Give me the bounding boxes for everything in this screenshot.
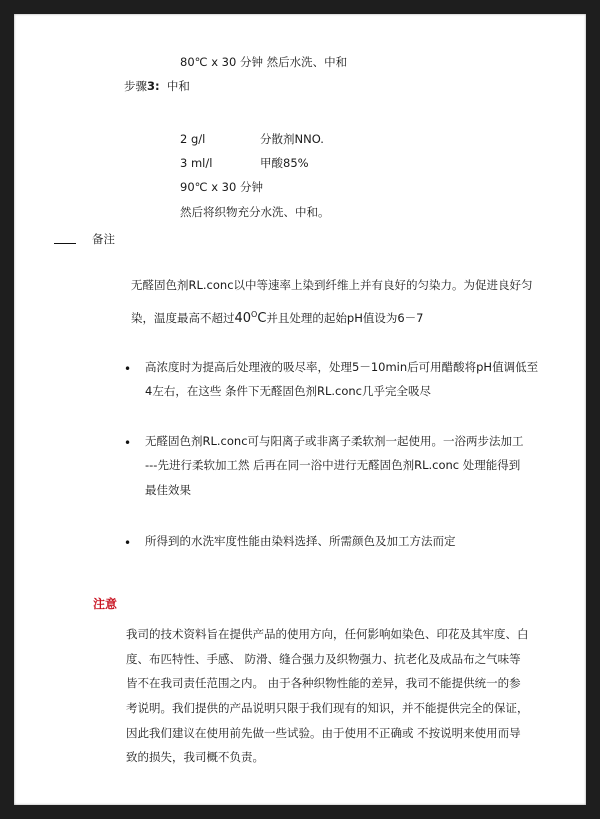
document-page bbox=[14, 14, 586, 805]
step3-label: 步骤 bbox=[124, 79, 147, 93]
temperature-value: 40 bbox=[234, 310, 252, 326]
notice-line-4: 考说明。我们提供的产品说明只限于我们现有的知识，并不能提供完全的保证， bbox=[126, 701, 529, 715]
recipe-after-text: 然后将织物充分水洗、中和。 bbox=[180, 205, 330, 219]
remarks-para-line2 bbox=[131, 311, 424, 325]
remarks-heading: 备注 bbox=[92, 232, 115, 246]
bullet-2-line1: 无醛固色剂RL.conc可与阳离子或非离子柔软剂一起使用。一浴两步法加工 bbox=[145, 434, 524, 448]
bullet-1-line1: 高浓度时为提高后处理液的吸尽率，处理5－10min后可用醋酸将pH值调低至 bbox=[145, 360, 539, 374]
step3-heading bbox=[124, 81, 190, 93]
bullet-1-line2: 4左右，在这些 条件下无醛固色剂RL.conc几乎完全吸尽 bbox=[145, 384, 431, 398]
bullet-marker-1: • bbox=[124, 362, 132, 376]
step2-condition-text: 80℃ x 30 分钟 然后水洗、中和 bbox=[180, 55, 348, 69]
notice-line-2: 度、布匹特性、手感、 防滑、缝合强力及织物强力、抗老化及成品布之气味等 bbox=[126, 652, 521, 666]
remarks-para-line1: 无醛固色剂RL.conc以中等速率上染到纤维上并有良好的匀染力。为促进良好匀 bbox=[131, 278, 533, 292]
notice-line-6: 致的损失，我司概不负责。 bbox=[126, 750, 264, 764]
notice-line-5: 因此我们建议在使用前先做一些试验。由于使用不正确或 不按说明来使用而导 bbox=[126, 726, 521, 740]
notice-heading: 注意 bbox=[93, 597, 118, 611]
celsius-unit: C bbox=[257, 310, 267, 326]
notice-line-1: 我司的技术资料旨在提供产品的使用方向，任何影响如染色、印花及其牢度、白 bbox=[126, 627, 529, 641]
step3-title: 中和 bbox=[166, 79, 190, 93]
remarks-line2-part1: 染，温度最高不超过 bbox=[131, 310, 235, 325]
bullet-2-line2: ---先进行柔软加工然 后再在同一浴中进行无醛固色剂RL.conc 处理能得到 bbox=[145, 458, 521, 472]
bullet-2-line3: 最佳效果 bbox=[145, 483, 191, 497]
bullet-3-line1: 所得到的水洗牢度性能由染料选择、所需颜色及加工方法而定 bbox=[145, 534, 456, 548]
recipe-condition: 90℃ x 30 分钟 bbox=[180, 180, 263, 194]
bullet-marker-2: • bbox=[124, 436, 132, 450]
recipe-qty-1: 2 g/l bbox=[180, 132, 206, 146]
recipe-chem-2: 甲酸85% bbox=[260, 156, 309, 170]
notice-line-3: 皆不在我司责任范围之内。 由于各种织物性能的差异，我司不能提供统一的参 bbox=[126, 676, 521, 690]
remarks-line2-part2: 并且处理的起始pH值设为6－7 bbox=[266, 310, 424, 325]
remarks-rule bbox=[54, 243, 76, 244]
recipe-qty-2: 3 ml/l bbox=[180, 156, 213, 170]
step3-number: 3: bbox=[147, 79, 160, 93]
recipe-chem-1: 分散剂NNO. bbox=[260, 132, 324, 146]
degree-sign: O bbox=[251, 310, 258, 319]
bullet-marker-3: • bbox=[124, 536, 132, 550]
